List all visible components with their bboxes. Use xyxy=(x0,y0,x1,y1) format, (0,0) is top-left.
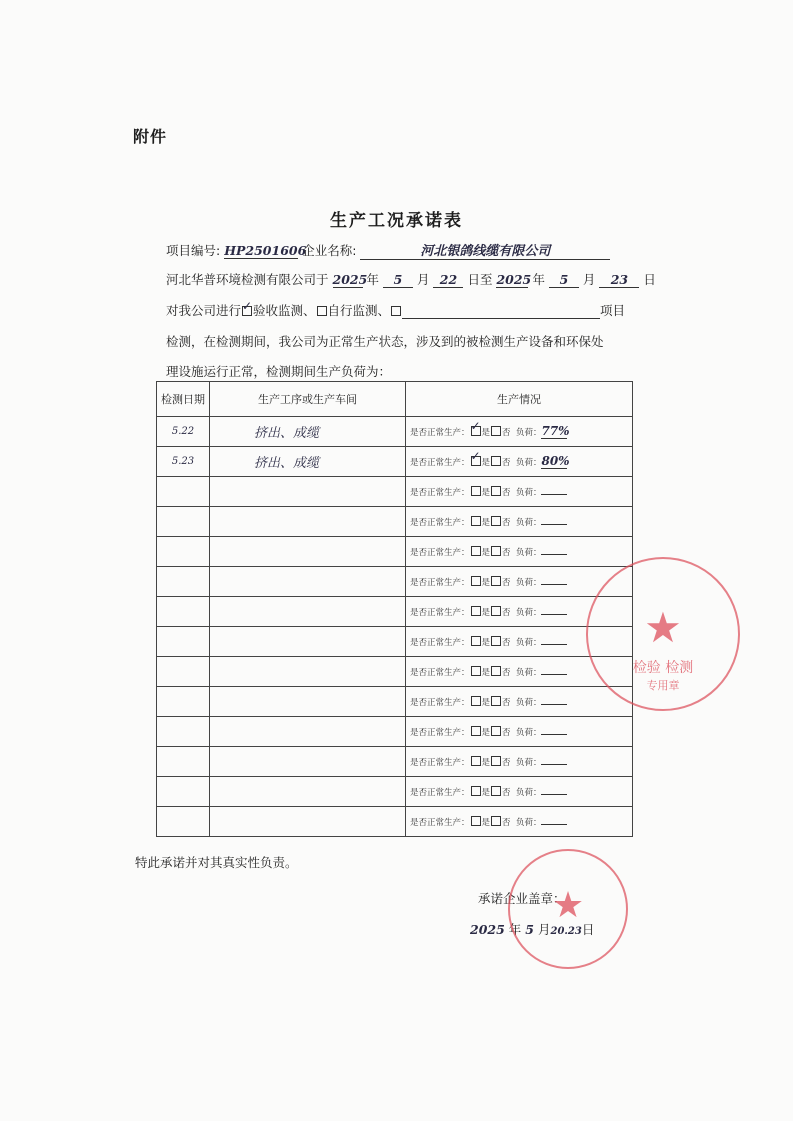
acceptance-label: 验收监测、 xyxy=(253,303,316,318)
yes-checkbox[interactable] xyxy=(471,516,481,526)
yes-checkbox[interactable] xyxy=(471,426,481,436)
row-date xyxy=(157,597,210,627)
status-prefix: 是否正常生产： xyxy=(410,787,470,798)
status-prefix: 是否正常生产： xyxy=(410,637,470,648)
table-row xyxy=(157,627,633,657)
sign-day: 20.23 xyxy=(550,926,582,937)
yes-label: 是 xyxy=(481,428,491,438)
paragraph-line-3: 检测，在检测期间，我公司为正常生产状态，涉及到的被检测生产设备和环保处 xyxy=(166,334,604,349)
month-unit: 月 xyxy=(416,272,430,287)
no-label: 否 xyxy=(502,487,511,498)
no-label: 否 xyxy=(502,667,511,678)
date-range-lead: 河北华普环境检测有限公司于 xyxy=(166,272,329,287)
yes-label: 是 xyxy=(481,517,491,528)
status-prefix: 是否正常生产： xyxy=(410,817,470,828)
row-date xyxy=(157,567,210,597)
table-row xyxy=(157,537,633,567)
yes-label: 是 xyxy=(481,727,491,738)
sign-year-unit: 年 xyxy=(508,922,522,937)
self-monitoring-checkbox[interactable] xyxy=(317,306,327,316)
row-date xyxy=(157,477,210,507)
stamp-line2: 专用章 xyxy=(646,679,680,692)
yes-checkbox[interactable] xyxy=(471,456,481,466)
acceptance-checkbox[interactable] xyxy=(242,306,252,316)
monitoring-type-lead: 对我公司进行 xyxy=(166,303,242,318)
no-checkbox[interactable] xyxy=(491,516,501,526)
table-row xyxy=(157,657,633,687)
other-checkbox[interactable] xyxy=(391,306,401,316)
company-seal-stamp xyxy=(508,849,628,969)
no-checkbox[interactable] xyxy=(491,576,501,586)
status-prefix: 是否正常生产： xyxy=(410,577,470,588)
no-checkbox[interactable] xyxy=(491,636,501,646)
row-process xyxy=(210,687,406,717)
table-row xyxy=(157,447,633,477)
yes-label: 是 xyxy=(481,757,491,768)
inspection-seal-stamp xyxy=(586,557,740,711)
table-row xyxy=(157,507,633,537)
no-checkbox[interactable] xyxy=(491,786,501,796)
yes-label: 是 xyxy=(481,607,491,618)
table-row xyxy=(157,687,633,717)
no-label: 否 xyxy=(502,637,511,648)
row-process: 挤出、成缆 xyxy=(210,417,406,447)
row-date xyxy=(157,777,210,807)
row-status xyxy=(406,507,633,537)
yes-label: 是 xyxy=(481,547,491,558)
yes-checkbox[interactable] xyxy=(471,726,481,736)
row-load xyxy=(541,584,567,585)
status-prefix: 是否正常生产： xyxy=(410,428,470,438)
seal-star-icon: ★ xyxy=(644,603,682,652)
no-label: 否 xyxy=(502,727,511,738)
day-end: 23 xyxy=(599,272,639,288)
row-date: 5.22 xyxy=(157,417,210,447)
project-line xyxy=(166,240,610,260)
yes-checkbox[interactable] xyxy=(471,546,481,556)
row-process xyxy=(210,537,406,567)
table-row xyxy=(157,477,633,507)
yes-label: 是 xyxy=(481,787,491,798)
no-label: 否 xyxy=(502,517,511,528)
status-prefix: 是否正常生产： xyxy=(410,607,470,618)
year-unit: 年 xyxy=(366,272,379,287)
row-date xyxy=(157,627,210,657)
yes-checkbox[interactable] xyxy=(471,666,481,676)
table-row xyxy=(157,597,633,627)
seal-star-icon: ★ xyxy=(551,885,585,926)
yes-checkbox[interactable] xyxy=(471,486,481,496)
status-prefix: 是否正常生产： xyxy=(410,458,470,468)
load-label: 负荷： xyxy=(515,817,542,828)
status-prefix: 是否正常生产： xyxy=(410,667,470,678)
status-prefix: 是否正常生产： xyxy=(410,757,470,768)
yes-label: 是 xyxy=(481,487,491,498)
row-load xyxy=(541,824,567,825)
day-start: 22 xyxy=(433,272,463,288)
yes-checkbox[interactable] xyxy=(471,576,481,586)
load-label: 负荷： xyxy=(515,428,542,438)
load-label: 负荷： xyxy=(515,697,542,708)
month-end: 5 xyxy=(549,272,579,288)
no-label: 否 xyxy=(502,607,511,618)
status-prefix: 是否正常生产： xyxy=(410,697,470,708)
row-status xyxy=(406,447,633,477)
yes-checkbox[interactable] xyxy=(471,786,481,796)
seal-label: 承诺企业盖章： xyxy=(478,891,566,906)
table-row xyxy=(157,567,633,597)
yes-label: 是 xyxy=(481,697,491,708)
yes-label: 是 xyxy=(481,458,491,468)
form-title: 生产工况承诺表 xyxy=(330,211,463,231)
no-label: 否 xyxy=(502,428,511,438)
row-load xyxy=(541,494,567,495)
production-table xyxy=(156,381,633,837)
row-load xyxy=(541,524,567,525)
no-label: 否 xyxy=(502,757,511,768)
row-process xyxy=(210,507,406,537)
row-load xyxy=(541,734,567,735)
day-unit: 日 xyxy=(643,272,656,287)
yes-label: 是 xyxy=(481,667,491,678)
yes-checkbox[interactable] xyxy=(471,756,481,766)
sign-month: 5 xyxy=(525,922,534,937)
load-label: 负荷： xyxy=(515,517,542,528)
header-process: 生产工序或生产车间 xyxy=(210,382,406,417)
table-row xyxy=(157,747,633,777)
no-checkbox[interactable] xyxy=(491,816,501,826)
row-status xyxy=(406,537,633,567)
no-label: 否 xyxy=(502,697,511,708)
no-label: 否 xyxy=(502,458,511,468)
load-label: 负荷： xyxy=(515,667,542,678)
row-process: 挤出、成缆 xyxy=(210,447,406,477)
declaration: 特此承诺并对其真实性负责。 xyxy=(135,855,298,870)
no-checkbox[interactable] xyxy=(491,756,501,766)
company-value: 河北银鸽线缆有限公司 xyxy=(360,240,610,260)
load-label: 负荷： xyxy=(515,787,542,798)
row-process xyxy=(210,597,406,627)
yes-label: 是 xyxy=(481,577,491,588)
sign-year: 2025 xyxy=(470,922,505,937)
row-date xyxy=(157,507,210,537)
no-checkbox[interactable] xyxy=(491,696,501,706)
sign-day-unit: 日 xyxy=(581,922,595,937)
load-label: 负荷： xyxy=(515,487,542,498)
date-range-line xyxy=(166,270,656,288)
sign-month-unit: 月 xyxy=(537,922,551,937)
no-label: 否 xyxy=(502,547,511,558)
month-unit: 月 xyxy=(582,272,596,287)
table-row xyxy=(157,417,633,447)
year-unit: 年 xyxy=(532,272,545,287)
row-date xyxy=(157,537,210,567)
load-label: 负荷： xyxy=(515,458,542,468)
row-status xyxy=(406,717,633,747)
load-label: 负荷： xyxy=(515,637,542,648)
stamp-line1: 检验 检测 xyxy=(632,660,694,676)
table-row xyxy=(157,777,633,807)
year-end: 2025 xyxy=(496,272,532,287)
yes-checkbox[interactable] xyxy=(471,816,481,826)
monitoring-type-tail: 项目 xyxy=(600,303,626,318)
row-process xyxy=(210,807,406,837)
no-checkbox[interactable] xyxy=(491,666,501,676)
yes-label: 是 xyxy=(481,637,491,648)
row-process xyxy=(210,777,406,807)
row-process xyxy=(210,717,406,747)
row-status xyxy=(406,747,633,777)
row-date: 5.23 xyxy=(157,447,210,477)
row-status xyxy=(406,417,633,447)
load-label: 负荷： xyxy=(515,547,542,558)
row-date xyxy=(157,717,210,747)
row-process xyxy=(210,477,406,507)
row-process xyxy=(210,567,406,597)
no-label: 否 xyxy=(502,817,511,828)
row-process xyxy=(210,627,406,657)
row-date xyxy=(157,657,210,687)
row-load xyxy=(541,704,567,705)
company-label: 企业名称: xyxy=(302,243,357,258)
row-process xyxy=(210,747,406,777)
row-status xyxy=(406,807,633,837)
row-load xyxy=(541,764,567,765)
row-load xyxy=(541,644,567,645)
row-load xyxy=(541,614,567,615)
no-checkbox[interactable] xyxy=(491,456,501,466)
row-process xyxy=(210,657,406,687)
row-date xyxy=(157,747,210,777)
no-checkbox[interactable] xyxy=(491,726,501,736)
row-date xyxy=(157,807,210,837)
project-no-label: 项目编号: xyxy=(166,243,221,258)
row-load: 80% xyxy=(541,454,570,468)
load-label: 负荷： xyxy=(515,577,542,588)
load-label: 负荷： xyxy=(515,727,542,738)
month-start: 5 xyxy=(383,272,413,288)
status-prefix: 是否正常生产： xyxy=(410,487,470,498)
status-prefix: 是否正常生产： xyxy=(410,547,470,558)
monitoring-type-line xyxy=(166,301,625,319)
row-load xyxy=(541,674,567,675)
yes-checkbox[interactable] xyxy=(471,606,481,616)
row-status xyxy=(406,477,633,507)
no-label: 否 xyxy=(502,577,511,588)
row-date xyxy=(157,687,210,717)
row-status xyxy=(406,777,633,807)
table-row xyxy=(157,807,633,837)
table-header-row xyxy=(157,382,633,417)
yes-label: 是 xyxy=(481,817,491,828)
day-to-label: 日至 xyxy=(467,272,493,287)
row-load xyxy=(541,794,567,795)
load-label: 负荷： xyxy=(515,757,542,768)
no-checkbox[interactable] xyxy=(491,486,501,496)
no-checkbox[interactable] xyxy=(491,426,501,436)
header-date: 检测日期 xyxy=(157,382,210,417)
status-prefix: 是否正常生产： xyxy=(410,727,470,738)
no-checkbox[interactable] xyxy=(491,606,501,616)
table-row xyxy=(157,717,633,747)
row-load xyxy=(541,554,567,555)
load-label: 负荷： xyxy=(515,607,542,618)
paragraph-line-4: 理设施运行正常，检测期间生产负荷为： xyxy=(166,364,392,379)
row-load: 77% xyxy=(541,424,570,438)
self-monitoring-label: 自行监测、 xyxy=(327,303,391,318)
yes-checkbox[interactable] xyxy=(471,696,481,706)
header-status: 生产情况 xyxy=(406,382,633,417)
no-label: 否 xyxy=(502,787,511,798)
project-no-value: HP2501606 xyxy=(224,243,307,258)
appendix-label: 附件 xyxy=(133,127,168,146)
yes-checkbox[interactable] xyxy=(471,636,481,646)
year-start: 2025 xyxy=(332,272,368,287)
no-checkbox[interactable] xyxy=(491,546,501,556)
other-blank xyxy=(402,303,600,319)
status-prefix: 是否正常生产： xyxy=(410,517,470,528)
